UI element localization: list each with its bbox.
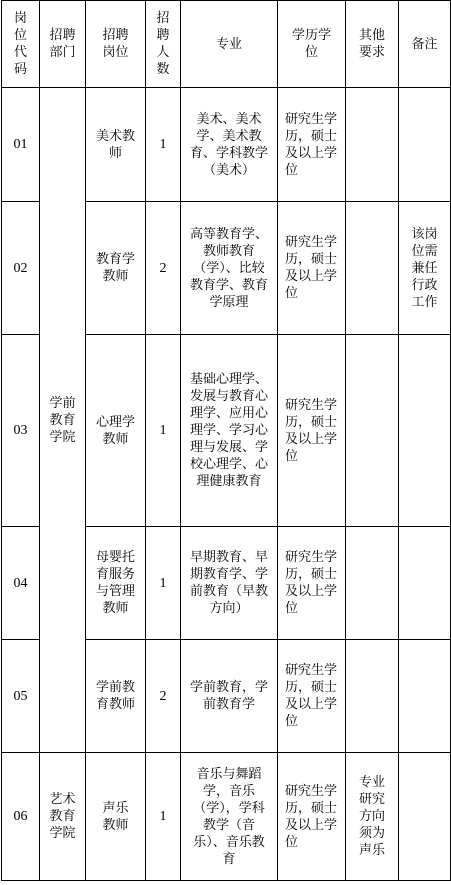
cell-count: 1 [146,753,181,881]
cell-count: 2 [146,202,181,335]
cell-code: 06 [2,753,40,881]
cell-count: 1 [146,335,181,527]
cell-other: 专业研究方向须为声乐 [346,753,399,881]
header-major: 专业 [181,1,278,88]
cell-dept: 学前教育学院 [40,88,86,753]
cell-education: 研究生学历，硕士及以上学位 [278,527,346,640]
cell-code: 02 [2,202,40,335]
cell-major: 基础心理学、发展与教育心理学、应用心理学、学习心理与发展、学校心理学、心理健康教育 [181,335,278,527]
cell-count: 1 [146,88,181,202]
cell-code: 04 [2,527,40,640]
cell-position: 教育学教师 [86,202,146,335]
cell-other [346,88,399,202]
cell-dept: 艺术教育学院 [40,753,86,881]
cell-position: 美术教师 [86,88,146,202]
cell-count: 2 [146,640,181,753]
cell-education: 研究生学历，硕士及以上学位 [278,335,346,527]
cell-education: 研究生学历，硕士及以上学位 [278,88,346,202]
cell-education: 研究生学历，硕士及以上学位 [278,640,346,753]
cell-remark [399,88,451,202]
cell-remark [399,640,451,753]
cell-major: 美术、美术学、美术教育、学科教学（美术） [181,88,278,202]
cell-count: 1 [146,527,181,640]
header-code: 岗位代码 [2,1,40,88]
cell-major: 音乐与舞蹈学，音乐（学），学科教学（音乐）、音乐教育 [181,753,278,881]
cell-remark [399,335,451,527]
cell-other [346,335,399,527]
header-dept: 招聘部门 [40,1,86,88]
recruitment-table [1,0,451,881]
cell-position: 学前教育教师 [86,640,146,753]
cell-position: 母婴托育服务与管理教师 [86,527,146,640]
header-other: 其他要求 [346,1,399,88]
cell-position: 声乐教师 [86,753,146,881]
header-remark: 备注 [399,1,451,88]
cell-remark: 该岗位需兼任行政工作 [399,202,451,335]
cell-major: 学前教育，学前教育学 [181,640,278,753]
cell-education: 研究生学历，硕士及以上学位 [278,753,346,881]
cell-code: 01 [2,88,40,202]
cell-other [346,202,399,335]
cell-other [346,527,399,640]
cell-code: 03 [2,335,40,527]
cell-remark [399,527,451,640]
cell-code: 05 [2,640,40,753]
cell-major: 早期教育、早期教育学、学前教育（早教方向） [181,527,278,640]
cell-remark [399,753,451,881]
header-position: 招聘岗位 [86,1,146,88]
cell-major: 高等教育学、教师教育（学）、比较教育学、教育学原理 [181,202,278,335]
header-count: 招聘人数 [146,1,181,88]
table-row [2,753,451,881]
table-row [2,88,451,202]
cell-position: 心理学教师 [86,335,146,527]
header-row [2,1,451,88]
cell-education: 研究生学历，硕士及以上学位 [278,202,346,335]
header-education: 学历学位 [278,1,346,88]
cell-other [346,640,399,753]
